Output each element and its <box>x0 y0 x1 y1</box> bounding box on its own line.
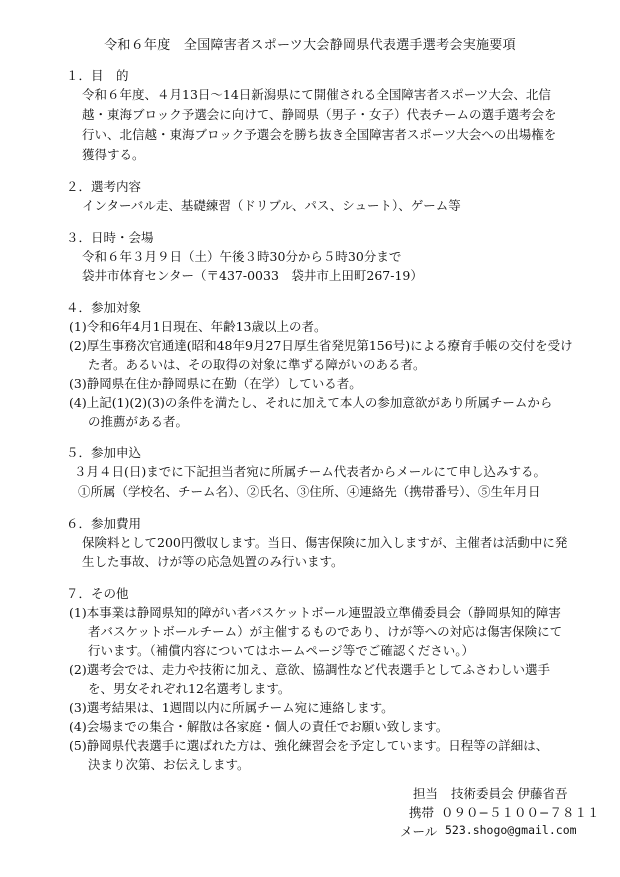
other-item-cont: 決まり次第、お伝えします。 <box>88 757 250 772</box>
application-fields-line: ①所属（学校名、チーム名）、②氏名、③住所、④連絡先（携帯番号）、⑤生年月日 <box>78 484 541 499</box>
purpose-line: 行い、北信越・東海ブロック予選会を勝ち抜き全国障害者スポーツ大会への出場権を <box>82 127 557 142</box>
purpose-line: 獲得する。 <box>82 147 145 162</box>
other-item: (2)選考会では、走力や技術に加え、意欲、協調性など代表選手としてふさわしい選手 <box>69 662 550 677</box>
venue-line: 袋井市体育センター（〒437-0033 袋井市上田町267-19） <box>82 268 423 283</box>
other-item: (3)選考結果は、1週間以内に所属チーム宛に連絡します。 <box>69 700 394 715</box>
eligibility-item: (3)静岡県在住か静岡県に在勤（在学）している者。 <box>69 376 362 391</box>
document-title: 令和６年度 全国障害者スポーツ大会静岡県代表選手選考会実施要項 <box>104 38 516 53</box>
other-item-cont: を、男女それぞれ12名選考します。 <box>88 681 291 696</box>
eligibility-item: (4)上記(1)(2)(3)の条件を満たし、それに加えて本人の参加意欲があり所属チームから <box>69 395 553 410</box>
section-heading-application: ５．参加申込 <box>66 445 142 460</box>
datetime-line: 令和６年３月９日（土）午後３時30分から５時30分まで <box>82 249 402 264</box>
contact-phone-value: ０９０−５１００−７８１１ <box>441 805 600 820</box>
fee-line: 生した事故、けが等の応急処置のみ行います。 <box>82 554 344 569</box>
purpose-line: 令和６年度、４月13日〜14日新潟県にて開催される全国障害者スポーツ大会、北信 <box>82 87 551 102</box>
purpose-line: 越・東海ブロック予選会に向けて、静岡県（男子・女子）代表チームの選手選考会を <box>82 107 557 122</box>
fee-line: 保険料として200円徴収します。当日、傷害保険に加入しますが、主催者は活動中に発 <box>82 535 568 550</box>
eligibility-item: (1)令和6年4月1日現在、年齢13歳以上の者。 <box>69 319 327 334</box>
section-heading-datetime-venue: ３．日時・会場 <box>66 230 154 245</box>
other-item: (4)会場までの集合・解散は各家庭・個人の責任でお願い致します。 <box>69 719 449 734</box>
contact-role-value: 技術委員会 伊藤省吾 <box>451 786 568 801</box>
other-item-cont: 者バスケットボールチーム）が主催するものであり、けが等への対応は傷害保険にて <box>88 624 563 639</box>
section-heading-selection: ２．選考内容 <box>66 179 142 194</box>
section-heading-purpose: １．目 的 <box>66 68 129 83</box>
application-line: ３月４日(日)までに下記担当者宛に所属チーム代表者からメールにて申し込みする。 <box>74 464 547 479</box>
section-heading-fee: ６．参加費用 <box>66 516 142 531</box>
section-heading-eligibility: ４．参加対象 <box>66 300 142 315</box>
contact-mail-link[interactable]: 523.shogo@gmail.com <box>445 823 577 837</box>
other-item: (1)本事業は静岡県知的障がい者バスケットボール連盟設立準備委員会（静岡県知的障害 <box>69 605 561 620</box>
section-heading-other: ７．その他 <box>66 586 129 601</box>
other-item: (5)静岡県代表選手に選ばれた方は、強化練習会を予定しています。日程等の詳細は、 <box>69 738 549 753</box>
selection-line: インターバル走、基礎練習（ドリブル、パス、シュート）、ゲーム等 <box>82 198 461 213</box>
contact-mail-label: メール <box>400 824 438 839</box>
eligibility-item-cont: た者。あるいは、その取得の対象に準ずる障がいのある者。 <box>88 357 426 372</box>
contact-role-label: 担当 <box>413 786 439 801</box>
eligibility-item: (2)厚生事務次官通達(昭和48年9月27日厚生省発児第156号)による療育手帳の交付を受け <box>69 338 573 353</box>
eligibility-item-cont: の推薦がある者。 <box>88 414 189 429</box>
contact-phone-label: 携帯 <box>409 805 435 820</box>
other-item-cont: 行います。（補償内容についてはホームページ等でご確認ください。） <box>88 643 475 658</box>
